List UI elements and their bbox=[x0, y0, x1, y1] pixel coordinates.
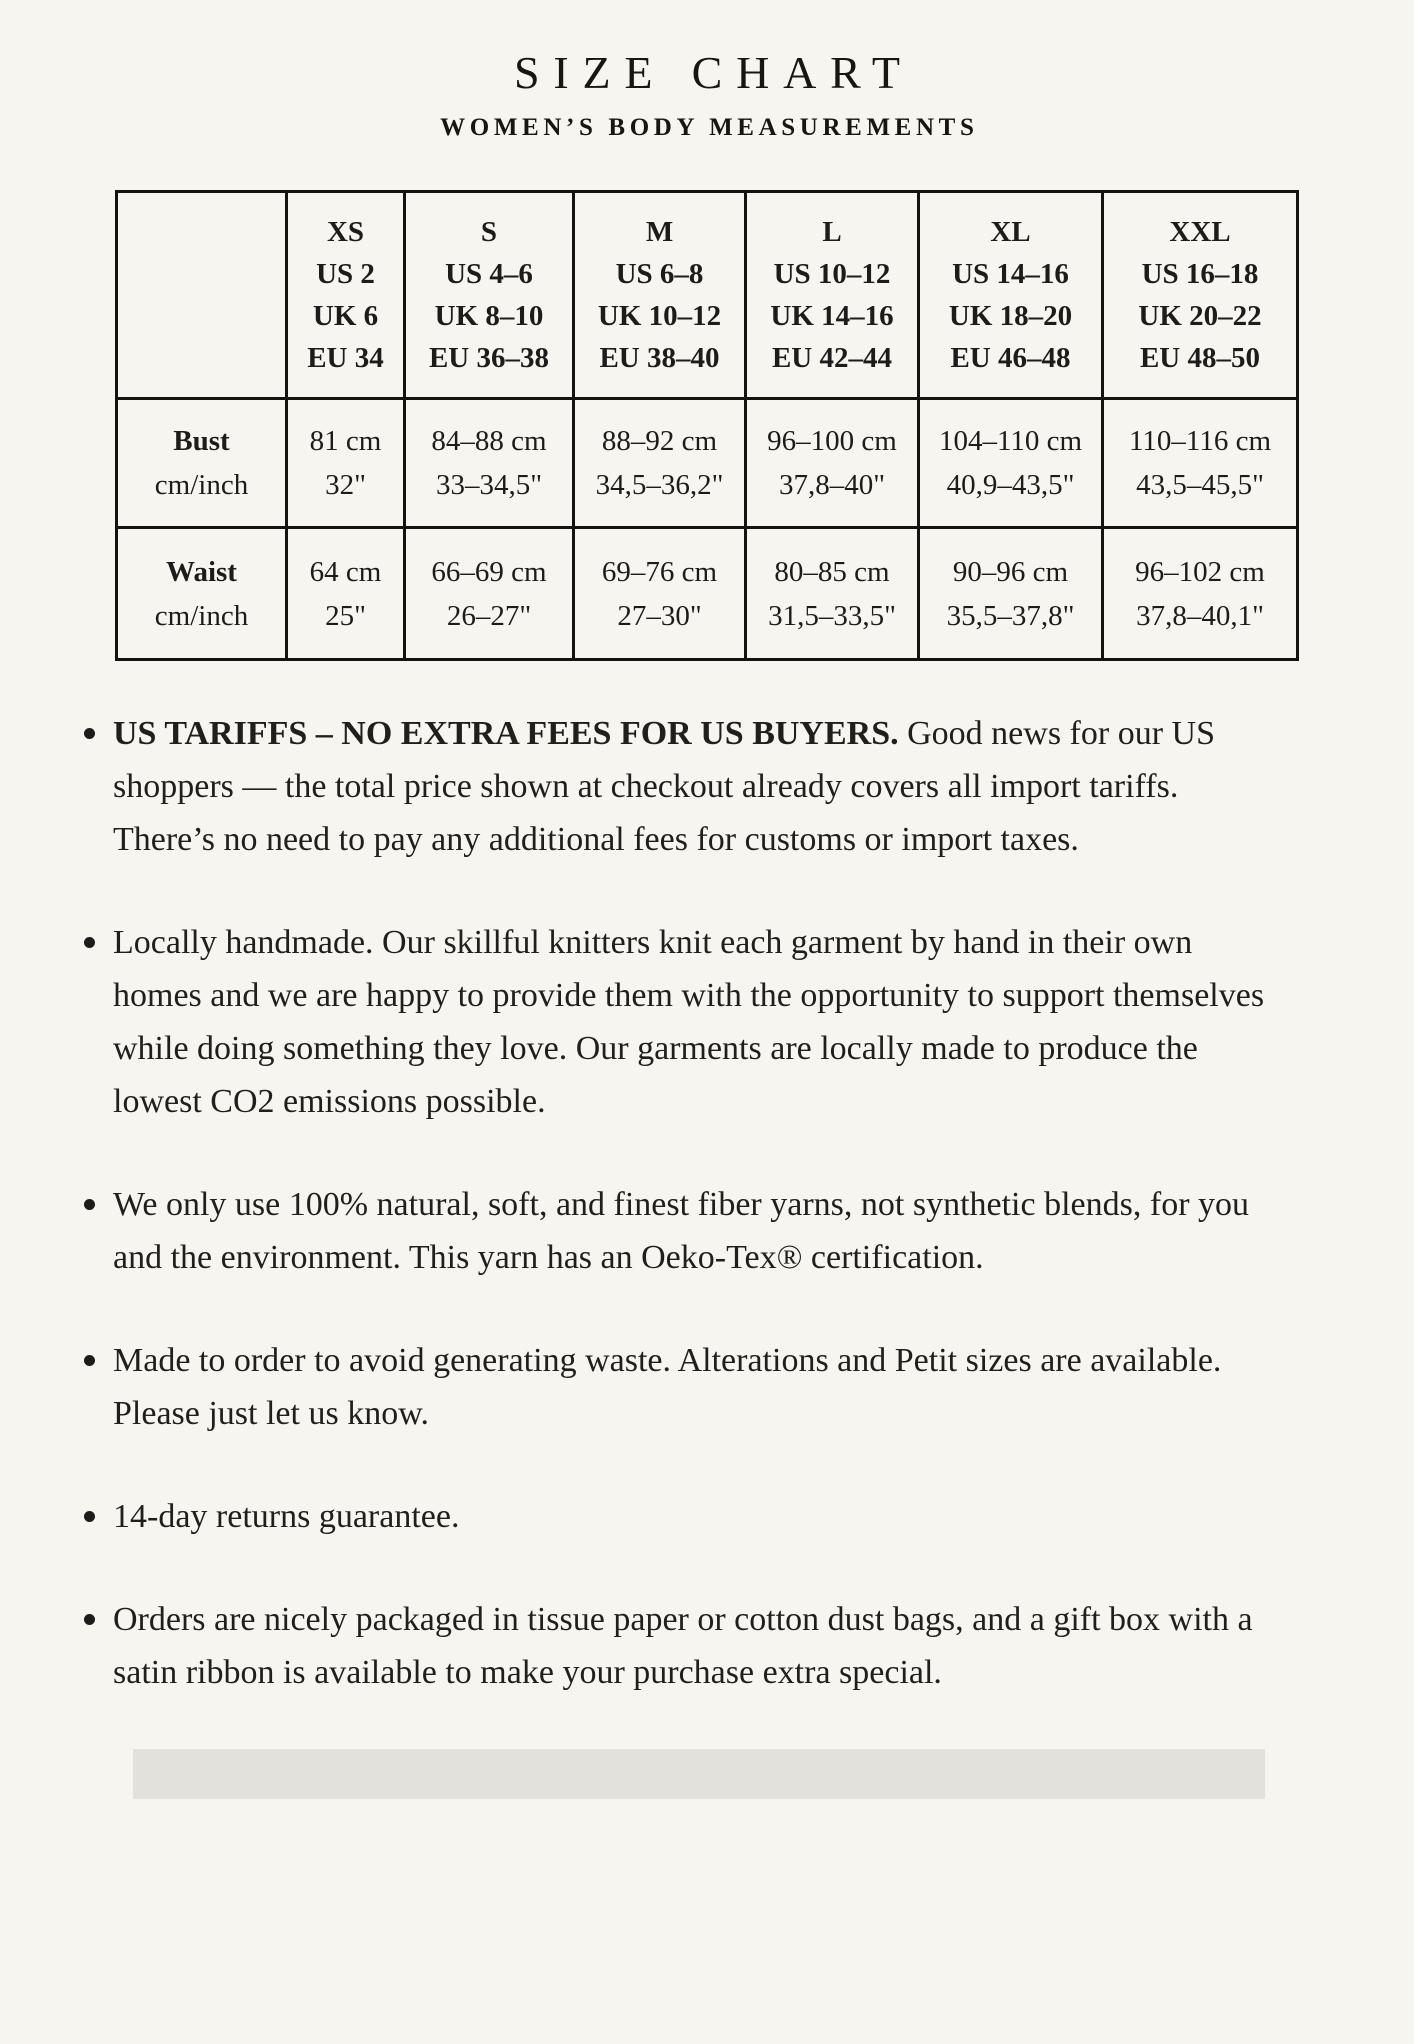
waist-inch: 37,8–40,1" bbox=[1136, 599, 1264, 632]
waist-cm: 90–96 cm bbox=[952, 555, 1069, 588]
bust-cm: 81 cm bbox=[309, 425, 382, 457]
bullet-dot bbox=[84, 937, 95, 948]
uk-size: UK 14–16 bbox=[770, 300, 894, 332]
bust-row-label bbox=[117, 399, 287, 528]
row-label: Waist bbox=[166, 555, 237, 588]
size-label: XL bbox=[990, 216, 1031, 248]
size-label: L bbox=[822, 216, 842, 248]
waist-cell-s bbox=[405, 528, 574, 660]
bullet-dot bbox=[84, 728, 95, 739]
size-header-l bbox=[746, 192, 919, 399]
row-label: Bust bbox=[173, 425, 230, 457]
row-unit: cm/inch bbox=[154, 599, 249, 632]
page-root bbox=[0, 44, 1414, 1799]
uk-size: UK 18–20 bbox=[948, 300, 1073, 332]
us-size: US 14–16 bbox=[952, 258, 1069, 290]
bust-cm: 96–100 cm bbox=[767, 425, 897, 457]
bust-inch: 33–34,5" bbox=[435, 469, 543, 501]
waist-inch: 26–27" bbox=[446, 599, 532, 632]
bullet-dot bbox=[84, 1355, 95, 1366]
waist-inch: 35,5–37,8" bbox=[946, 599, 1075, 632]
table-header-row bbox=[117, 192, 1298, 399]
bullet-text: We only use 100% natural, soft, and finest fiber yarns, not synthetic blends, for you and the environment. This yarn has an Oeko-Tex® certification. bbox=[113, 1186, 1250, 1276]
waist-cm: 80–85 cm bbox=[774, 555, 890, 588]
waist-cm: 64 cm bbox=[309, 555, 382, 588]
bust-inch: 37,8–40" bbox=[778, 469, 886, 501]
bust-inch: 34,5–36,2" bbox=[595, 469, 724, 501]
waist-cell-l bbox=[746, 528, 919, 660]
table-corner-cell bbox=[117, 192, 287, 399]
waist-inch: 31,5–33,5" bbox=[768, 599, 896, 632]
size-header-xxl bbox=[1103, 192, 1298, 399]
waist-cell-xs bbox=[287, 528, 405, 660]
size-header-s bbox=[405, 192, 574, 399]
size-label: XS bbox=[326, 216, 365, 248]
bust-cm: 84–88 cm bbox=[431, 425, 547, 457]
info-bullet-list bbox=[113, 707, 1301, 1699]
bullet-dot bbox=[84, 1511, 95, 1522]
waist-cell-xl bbox=[919, 528, 1103, 660]
us-size: US 6–8 bbox=[615, 258, 704, 290]
eu-size: EU 42–44 bbox=[771, 342, 893, 374]
uk-size: UK 8–10 bbox=[434, 300, 544, 332]
page-title: SIZE CHART bbox=[514, 47, 914, 98]
bullet-dot bbox=[84, 1614, 95, 1625]
eu-size: EU 48–50 bbox=[1139, 342, 1261, 374]
us-size: US 4–6 bbox=[445, 258, 533, 290]
bottom-section-partial bbox=[133, 1749, 1265, 1799]
eu-size: EU 46–48 bbox=[950, 342, 1071, 374]
size-label: XXL bbox=[1169, 216, 1231, 248]
uk-size: UK 6 bbox=[312, 300, 379, 332]
us-size: US 2 bbox=[316, 258, 375, 290]
bullet-bold-text: US TARIFFS – NO EXTRA FEES FOR US BUYERS. bbox=[113, 715, 899, 752]
bust-row bbox=[117, 399, 1298, 528]
us-size: US 10–12 bbox=[773, 258, 891, 290]
waist-row-label bbox=[117, 528, 287, 660]
bullet-text: Good news for our US shoppers — the total price shown at checkout already covers all import tariffs. There’s no need to pay any additional fees for customs or import taxes. bbox=[113, 715, 1215, 858]
waist-row bbox=[117, 528, 1298, 660]
bullet-natural-yarns bbox=[113, 1178, 1285, 1284]
bust-inch: 32" bbox=[325, 469, 366, 501]
bust-cell-s bbox=[405, 399, 574, 528]
waist-cell-m bbox=[574, 528, 746, 660]
bust-cell-l bbox=[746, 399, 919, 528]
bullet-packaging bbox=[113, 1593, 1285, 1699]
bullet-us-tariffs bbox=[113, 707, 1285, 866]
bust-cell-xs bbox=[287, 399, 405, 528]
waist-inch: 25" bbox=[325, 599, 366, 632]
waist-cm: 96–102 cm bbox=[1135, 555, 1265, 588]
uk-size: UK 10–12 bbox=[597, 300, 722, 332]
page-subtitle: WOMEN’S BODY MEASUREMENTS bbox=[440, 114, 979, 141]
waist-inch: 27–30" bbox=[617, 599, 702, 632]
eu-size: EU 38–40 bbox=[599, 342, 720, 374]
row-unit: cm/inch bbox=[154, 469, 249, 501]
bust-cm: 104–110 cm bbox=[938, 425, 1083, 457]
bullet-locally-handmade bbox=[113, 916, 1285, 1128]
eu-size: EU 36–38 bbox=[428, 342, 550, 374]
bust-inch: 40,9–43,5" bbox=[946, 469, 1075, 501]
bullet-text: Orders are nicely packaged in tissue paper or cotton dust bags, and a gift box with a satin ribbon is available to make your purchase extra special. bbox=[113, 1601, 1253, 1691]
eu-size: EU 34 bbox=[307, 342, 384, 374]
bullet-dot bbox=[84, 1199, 95, 1210]
bust-cell-xxl bbox=[1103, 399, 1298, 528]
us-size: US 16–18 bbox=[1141, 258, 1259, 290]
size-header-m bbox=[574, 192, 746, 399]
size-label: M bbox=[645, 216, 674, 248]
bust-cell-m bbox=[574, 399, 746, 528]
bullet-text: Locally handmade. Our skillful knitters knit each garment by hand in their own homes and we are happy to provide them with the opportunity to support themselves while doing something they love. Our garments are locally made to produce the lowest CO2 emissions possible. bbox=[113, 924, 1265, 1120]
size-label: S bbox=[480, 216, 498, 248]
bullet-text: 14-day returns guarantee. bbox=[113, 1498, 460, 1535]
waist-cell-xxl bbox=[1103, 528, 1298, 660]
bullet-text: Made to order to avoid generating waste. Alterations and Petit sizes are available. Please just let us know. bbox=[113, 1342, 1222, 1432]
size-table bbox=[115, 190, 1299, 661]
bust-cell-xl bbox=[919, 399, 1103, 528]
bullet-made-to-order bbox=[113, 1334, 1285, 1440]
waist-cm: 69–76 cm bbox=[601, 555, 718, 588]
bust-cm: 88–92 cm bbox=[601, 425, 718, 457]
bust-inch: 43,5–45,5" bbox=[1136, 469, 1264, 501]
bust-cm: 110–116 cm bbox=[1128, 425, 1272, 457]
uk-size: UK 20–22 bbox=[1138, 300, 1262, 332]
size-header-xs bbox=[287, 192, 405, 399]
size-header-xl bbox=[919, 192, 1103, 399]
waist-cm: 66–69 cm bbox=[431, 555, 547, 588]
bullet-returns-guarantee bbox=[113, 1490, 1285, 1543]
